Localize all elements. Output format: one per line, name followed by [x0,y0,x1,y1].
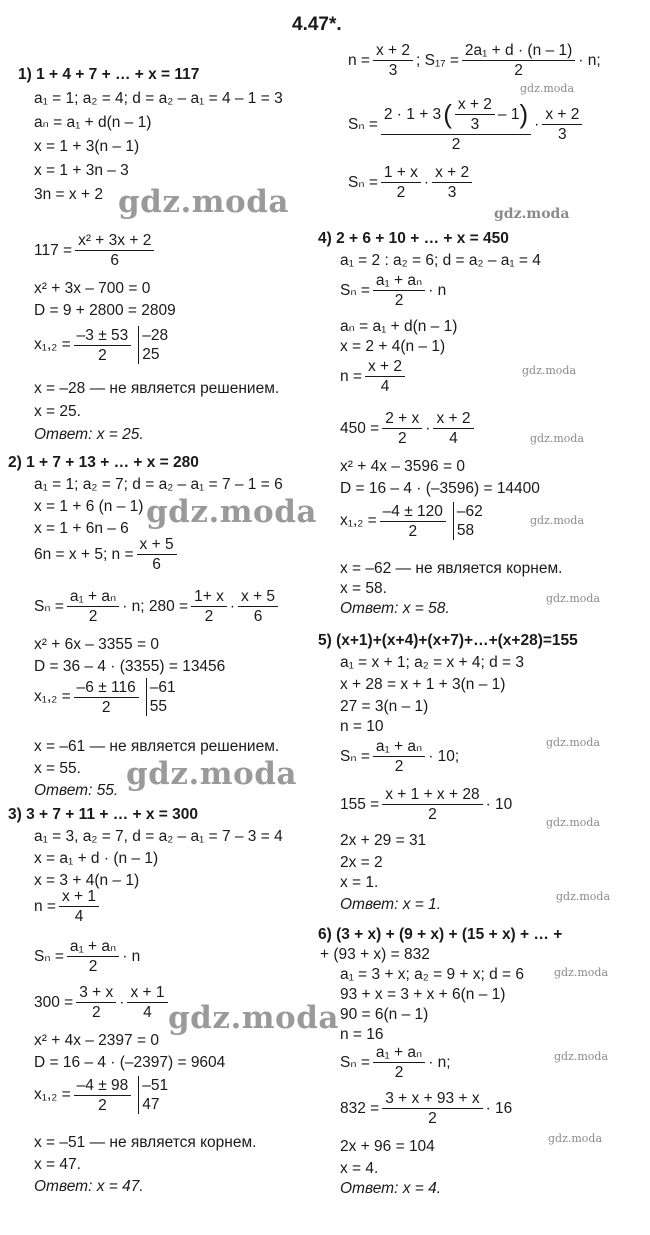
problem-5-heading: 5) (x+1)+(x+4)+(x+7)+…+(x+28)=155 [318,632,578,649]
problem-6-line: 90 = 6(n – 1) [340,1006,429,1023]
watermark-small: gdz.moda [546,592,601,605]
problem-4-line: x² + 4x – 3596 = 0 [340,458,465,475]
problem-4-n-formula: n = $\frac{x + 2}{4}$ [340,358,408,395]
watermark-logo: gdz.moda [118,184,289,220]
problem-2-line: x = 55. [34,760,81,777]
problem-2-line: x² + 6x – 3355 = 0 [34,636,159,653]
problem-2-line: x = 1 + 6n – 6 [34,520,129,537]
problem-3-sum-formula: Sₙ = $\frac{\text{a₁ + aₙ}}{2}$ · n [34,938,141,975]
problem-3-line: x = 3 + 4(n – 1) [34,872,140,889]
problem-1-continuation-sum2: Sₙ = $\frac{1 + x}{2}$ · $\frac{x + 2}{3}$ [348,164,475,201]
problem-5-sum-formula: Sₙ = $\frac{\text{a₁ + aₙ}}{2}$ · 10; [340,738,460,775]
watermark-small: gdz.moda [522,364,577,377]
problem-1-line: x = –28 — не является решением. [34,380,280,397]
problem-1-line: aₙ = a₁ + d(n – 1) [34,114,152,131]
problem-1-line: 3n = x + 2 [34,186,103,203]
problem-3-roots: x₁,₂ = $\frac{-4 \pm 98}{2}$ –51 47 [34,1076,169,1114]
problem-3-answer: Ответ: x = 47. [34,1178,144,1195]
problem-6-equation: 832 = $\frac{3 + x + 93 + x}{2}$ · 16 [340,1090,513,1127]
problem-3-line: D = 16 – 4 · (–2397) = 9604 [34,1054,226,1071]
problem-1-continuation-sum: Sₙ = 2 · 1 + 3 ( $\frac{x + 2}{3}$ – 1 ) 2 · $\frac{x + 2}{3}$ [348,96,585,153]
problem-6-line: 93 + x = 3 + x + 6(n – 1) [340,986,506,1003]
problem-4-line: x = –62 — не является корнем. [340,560,563,577]
problem-1-continuation-n: n = $\frac{x + 2}{3}$ ; S₁₇ = $\frac{\text{2a₁ + d · (n – 1)}}{2}$ · n; [348,42,601,79]
problem-6-heading-cont: + (93 + x) = 832 [320,946,430,963]
problem-5-line: n = 10 [340,718,384,735]
problem-3-line: a₁ = 3, a₂ = 7, d = a₂ – a₁ = 7 – 3 = 4 [34,828,283,845]
watermark-small: gdz.moda [556,890,611,903]
problem-5-line: x + 28 = x + 1 + 3(n – 1) [340,676,506,693]
problem-4-roots: x₁,₂ = $\frac{-4 \pm 120}{2}$ –62 58 [340,502,483,540]
problem-1-line: x = 1 + 3n – 3 [34,162,129,179]
problem-4-sum-formula: Sₙ = $\frac{\text{a₁ + aₙ}}{2}$ · n [340,272,447,309]
problem-3-n-formula: n = $\frac{x + 1}{4}$ [34,888,102,925]
problem-4-equation: 450 = $\frac{2 + x}{2}$ · $\frac{x + 2}{4}$ [340,410,477,447]
problem-5-line: x = 1. [340,874,379,891]
watermark-small: gdz.moda [530,514,585,527]
problem-1-line: D = 9 + 2800 = 2809 [34,302,176,319]
problem-3-line: x = a₁ + d · (n – 1) [34,850,159,867]
problem-2-line: x = 1 + 6 (n – 1) [34,498,144,515]
watermark-small: gdz.moda [554,1050,609,1063]
problem-4-line: D = 16 – 4 · (–3596) = 14400 [340,480,540,497]
watermark-small: gdz.moda [548,1132,603,1145]
problem-1-answer: Ответ: x = 25. [34,426,144,443]
watermark-small: gdz.moda [546,816,601,829]
problem-4-answer: Ответ: x = 58. [340,600,450,617]
problem-4-line: aₙ = a₁ + d(n – 1) [340,318,458,335]
problem-1-equation: 117 = $\frac{\text{x² + 3x + 2}}{6}$ [34,232,157,269]
watermark-small: gdz.moda [494,206,570,222]
problem-6-heading: 6) (3 + x) + (9 + x) + (15 + x) + … + [318,926,563,943]
problem-3-line: x = –51 — не является корнем. [34,1134,257,1151]
watermark-small: gdz.moda [520,82,575,95]
problem-5-line: a₁ = x + 1; a₂ = x + 4; d = 3 [340,654,525,671]
problem-1-line: x = 25. [34,403,81,420]
watermark-small: gdz.moda [554,966,609,979]
problem-5-line: 27 = 3(n – 1) [340,698,429,715]
problem-6-line: a₁ = 3 + x; a₂ = 9 + x; d = 6 [340,966,525,983]
problem-1-heading: 1) 1 + 4 + 7 + … + x = 117 [18,66,200,83]
watermark-small: gdz.moda [546,736,601,749]
problem-2-heading: 2) 1 + 7 + 13 + … + x = 280 [8,454,199,471]
problem-2-sum-formula: Sₙ = $\frac{\text{a₁ + aₙ}}{2}$ · n; 280 = $\frac{1+ x}{2}$ · $\frac{x + 5}{6}$ [34,588,281,625]
watermark-small: gdz.moda [530,432,585,445]
watermark-logo: gdz.moda [168,1000,339,1036]
problem-3-line: x = 47. [34,1156,81,1173]
problem-1-line: x² + 3x – 700 = 0 [34,280,151,297]
problem-4-line: a₁ = 2 : a₂ = 6; d = a₂ – a₁ = 4 [340,252,541,269]
problem-2-answer: Ответ: 55. [34,782,119,799]
watermark-logo: gdz.moda [126,756,297,792]
watermark-logo: gdz.moda [146,494,317,530]
problem-2-roots: x₁,₂ = $\frac{-6 \pm 116}{2}$ –61 55 [34,678,176,716]
problem-3-line: x² + 4x – 2397 = 0 [34,1032,159,1049]
problem-2-line: D = 36 – 4 · (3355) = 13456 [34,658,226,675]
problem-5-line: 2x + 29 = 31 [340,832,427,849]
problem-4-heading: 4) 2 + 6 + 10 + … + x = 450 [318,230,509,247]
problem-6-line: 2x + 96 = 104 [340,1138,435,1155]
problem-5-equation: 155 = $\frac{x + 1 + x + 28}{2}$ · 10 [340,786,513,823]
problem-3-heading: 3) 3 + 7 + 11 + … + x = 300 [8,806,199,823]
problem-1-line: x = 1 + 3(n – 1) [34,138,140,155]
problem-3-equation: 300 = $\frac{3 + x}{2}$ · $\frac{x + 1}{4}$ [34,984,171,1021]
problem-4-line: x = 2 + 4(n – 1) [340,338,446,355]
task-number: 4.47*. [292,14,342,35]
problem-5-answer: Ответ: x = 1. [340,896,442,913]
problem-6-line: n = 16 [340,1026,384,1043]
problem-6-answer: Ответ: x = 4. [340,1180,442,1197]
problem-6-sum-formula: Sₙ = $\frac{\text{a₁ + aₙ}}{2}$ · n; [340,1044,451,1081]
problem-2-line: x = –61 — не является решением. [34,738,280,755]
problem-1-roots: x₁,₂ = $\frac{-3 \pm 53}{2}$ –28 25 [34,326,169,364]
problem-2-n-formula: 6n = x + 5; n = $\frac{x + 5}{6}$ [34,536,180,573]
problem-1-line: a₁ = 1; a₂ = 4; d = a₂ – a₁ = 4 – 1 = 3 [34,90,283,107]
problem-6-line: x = 4. [340,1160,379,1177]
problem-5-line: 2x = 2 [340,854,383,871]
problem-2-line: a₁ = 1; a₂ = 7; d = a₂ – a₁ = 7 – 1 = 6 [34,476,283,493]
problem-4-line: x = 58. [340,580,387,597]
